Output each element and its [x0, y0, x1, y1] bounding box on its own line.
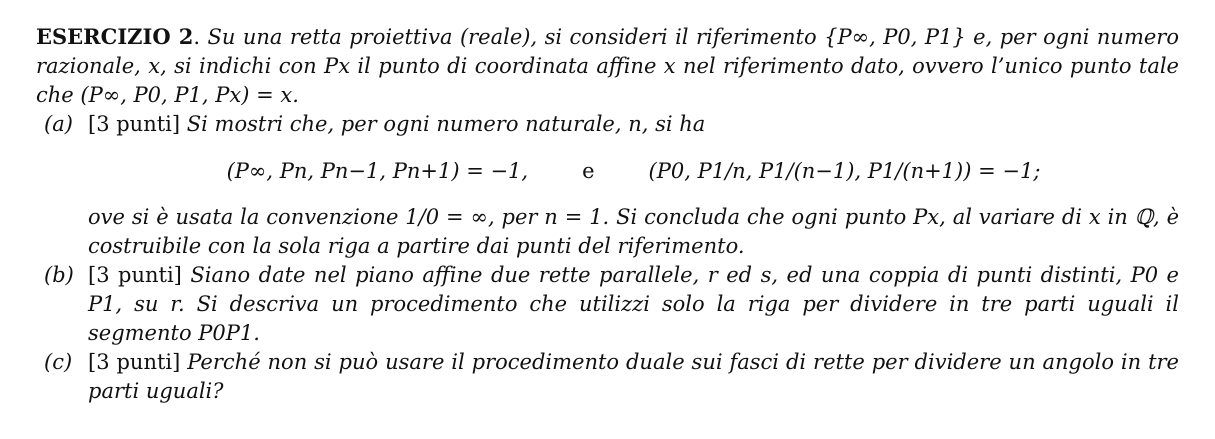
part-c-points: [3 punti] — [88, 350, 181, 374]
part-c-label: (c) — [44, 350, 73, 374]
part-b-points: [3 punti] — [88, 263, 182, 287]
part-b-label: (b) — [44, 263, 74, 287]
part-c — [36, 348, 1179, 406]
display-separator: e — [582, 158, 595, 183]
display-equation-right: (P0, P1/n, P1/(n−1), P1/(n+1)) = −1; — [648, 158, 1041, 183]
part-a-points: [3 punti] — [88, 112, 181, 136]
display-equation-left: (P∞, Pn, Pn−1, Pn+1) = −1, — [226, 158, 529, 183]
exercise-intro-text: Su una retta proiettiva (reale), si consideri il riferimento {P∞, P0, P1} e, per ogni numero razionale, x, si indichi con Px il punto di coordinata affine x nel riferimento dato, ovvero l’unico punto tale che (P∞, P0, P1, Px) = x. — [36, 25, 1179, 107]
exercise-intro — [36, 22, 1179, 110]
exercise-title: ESERCIZIO 2 — [36, 24, 194, 49]
part-a-text: Si mostri che, per ogni numero naturale, n, si ha — [186, 112, 706, 136]
part-b-text: Siano date nel piano affine due rette parallele, r ed s, ed una coppia di punti distinti, P0 e P1, su r. Si descriva un procedimento che utilizzi solo la riga per dividere in tre parti uguali il segmento P0P1. — [88, 263, 1179, 345]
part-a-label: (a) — [44, 112, 73, 136]
part-b — [36, 261, 1179, 348]
part-c-text: Perché non si può usare il procedimento duale sui fasci di rette per dividere un angolo in tre parti uguali? — [88, 350, 1179, 403]
part-a — [36, 110, 1179, 139]
part-a-continuation-text: ove si è usata la convenzione 1/0 = ∞, per n = 1. Si concluda che ogni punto Px, al variare di x in ℚ, è costruibile con la sola riga a partire dai punti del riferimento. — [88, 205, 1179, 258]
part-a-display-equations — [88, 139, 1179, 203]
exercise-title-punct: . — [193, 25, 201, 49]
part-a-continuation — [36, 203, 1179, 261]
